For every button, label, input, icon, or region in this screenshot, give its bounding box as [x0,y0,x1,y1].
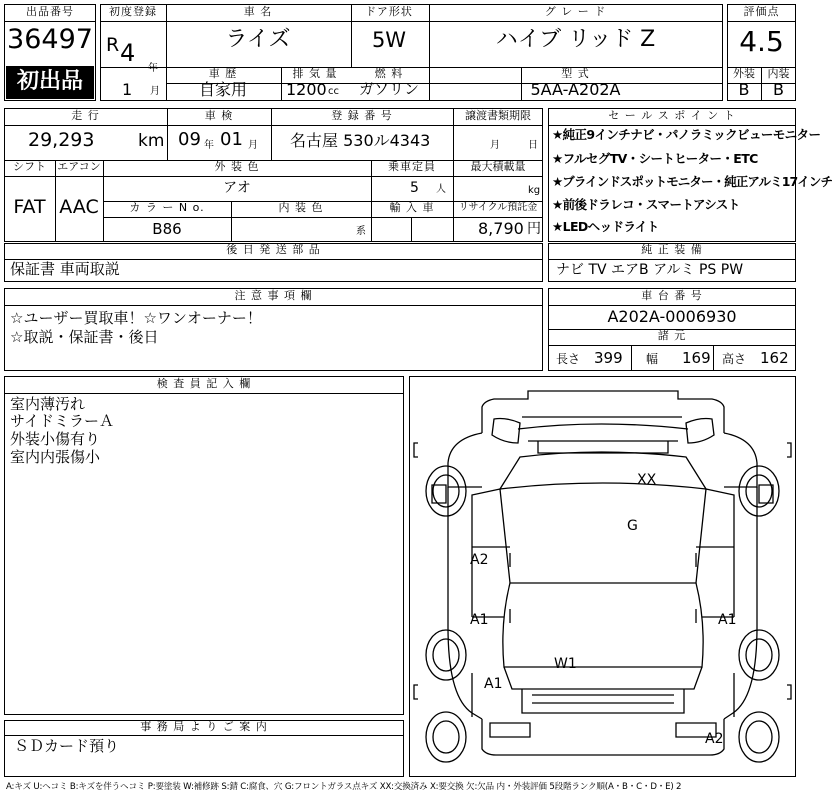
sales-points-header: セ ー ル ス ポ イ ン ト [608,109,736,122]
transfer-month-unit: 月 [490,140,500,151]
exterior-header: 外装 [733,67,755,80]
width-label: 幅 [646,352,659,366]
length: 399 [594,349,623,367]
sales-point-4: ★前後ドラレコ・スマートアシスト [552,197,740,212]
ac: AAC [59,196,99,218]
inspector-line-4: 室内内張傷小 [10,448,101,466]
notes-header: 注 意 事 項 欄 [234,289,313,302]
fuel-header: 燃 料 [374,67,404,80]
inspector-line-1: 室内薄汚れ [10,395,86,413]
grade-header: グ レ ー ド [544,5,607,18]
displacement: 1200 [286,80,327,99]
later-parts: 保証書 車両取説 [10,260,120,278]
ac-header: エアコン [57,160,101,173]
damage-mark-left-rear-door: A1 [470,612,489,628]
ext-color: アオ [223,180,251,196]
legend: A:キズ U:ヘコミ B:キズを伴うヘコミ P:要塗装 W:補修跡 S:錆 C:腐食、穴 G:フロントガラス点キズ XX:交換済み X:要交換 欠:欠品 内・外装評価 5段階ランク順(A・B・C・D・E) 2 [6,782,682,792]
inspector-header: 検 査 員 記 入 欄 [156,377,252,390]
damage-mark-right-rear-door: A1 [718,612,737,628]
score: 4.5 [739,25,784,58]
capacity-header: 乗車定員 [388,160,436,173]
sales-point-3: ★ブラインドスポットモニター・純正アルミ17インチ [552,174,832,189]
model-header: 型 式 [561,67,590,80]
inspection-year: 09 [178,129,201,150]
first-reg-year-unit: 年 [148,63,158,74]
color-no-header: カ ラ ー N o. [129,201,205,214]
length-label: 長さ [556,352,581,366]
interior-header: 内装 [767,67,790,80]
mileage-header: 走 行 [71,109,100,122]
import-header: 輸 入 車 [389,201,435,214]
width: 169 [682,349,711,367]
interior-score: B [773,80,784,99]
first-reg-month: 1 [122,80,133,99]
transfer-day-unit: 日 [528,140,538,151]
damage-mark-roof: XX [637,472,657,488]
shift-header: シフト [13,160,46,173]
plate-header: 登 録 番 号 [331,109,393,122]
inspection-month-unit: 月 [248,140,258,151]
lot-number: 36497 [7,24,93,55]
factory-equip-header: 純 正 装 備 [641,243,703,256]
mileage: 29,293 [28,129,95,151]
ext-color-header: 外 装 色 [214,160,260,173]
transfer-header: 譲渡書類期限 [465,109,531,122]
load-header: 最大積載量 [470,160,526,173]
door-header: ドア形状 [365,5,413,18]
damage-mark-rear-bumper: A2 [705,731,724,747]
displacement-unit: cc [328,86,339,97]
load-unit: kg [528,185,541,196]
damage-mark-left-front-door: A2 [470,552,489,568]
sales-point-1: ★純正9インチナビ・パノラミックビューモニター [552,127,821,142]
history-header: 車 歴 [208,67,238,80]
damage-mark-rear-glass: W1 [554,656,577,672]
first-reg-header: 初度登録 [109,5,157,18]
recycle-fee: 8,790 [478,219,524,238]
inspection-year-unit: 年 [204,140,214,151]
car-name-header: 車 名 [243,5,273,18]
fuel: ガソリン [358,80,419,98]
notes-line-1: ☆ユーザー買取車！☆ワンオーナー！ [10,309,262,327]
height-label: 高さ [722,352,747,366]
inspection-header: 車 検 [204,109,234,122]
inspector-line-3: 外装小傷有り [10,430,101,448]
capacity: 5 [410,180,419,196]
notes-line-2: ☆取説・保証書・後日 [10,328,159,346]
int-color-header: 内 装 色 [278,201,324,214]
first-reg-year: 4 [120,39,136,67]
color-no: B86 [152,220,182,238]
office-header: 事 務 局 よ り ご 案 内 [140,720,268,733]
recycle-header: リサイクル預託金 [458,202,538,213]
damage-mark-glass: G [627,518,638,534]
lot-header: 出品番号 [26,5,74,18]
shift: FAT [13,196,46,218]
first-reg-era: R [106,34,120,56]
dimensions-header: 諸 元 [657,329,687,342]
first-reg-month-unit: 月 [150,86,160,97]
capacity-unit: 人 [436,184,446,195]
int-color-unit: 系 [356,226,366,237]
later-parts-header: 後 日 発 送 部 品 [226,243,321,256]
car-name: ライズ [225,27,291,52]
factory-equip: ナビ TV エアB アルミ PS PW [556,262,744,278]
first-listing-badge-text: 初出品 [16,69,83,94]
mileage-unit: km [138,131,165,151]
sales-point-5: ★LEDヘッドライト [552,219,659,234]
grade: ハイブ リッド Z [495,27,656,52]
displacement-header: 排 気 量 [292,67,338,80]
damage-mark-left-quarter: A1 [484,676,503,692]
chassis-header: 車 台 番 号 [641,289,703,302]
sales-point-2: ★フルセグTV・シートヒーター・ETC [552,151,758,166]
car-diagram [410,377,795,776]
inspector-line-2: サイドミラーＡ [10,412,114,430]
exterior-score: B [738,80,750,99]
recycle-unit: 円 [527,221,541,237]
score-header: 評価点 [743,5,780,18]
inspection-month: 01 [220,129,243,150]
plate-number: 名古屋 530ル4343 [290,131,431,150]
chassis-number: A202A-0006930 [607,307,737,326]
office-notice: ＳＤカード預り [14,737,120,755]
history: 自家用 [198,80,247,99]
model: 5AA-A202A [530,80,621,99]
height: 162 [760,349,789,367]
door-type: 5W [371,28,407,52]
